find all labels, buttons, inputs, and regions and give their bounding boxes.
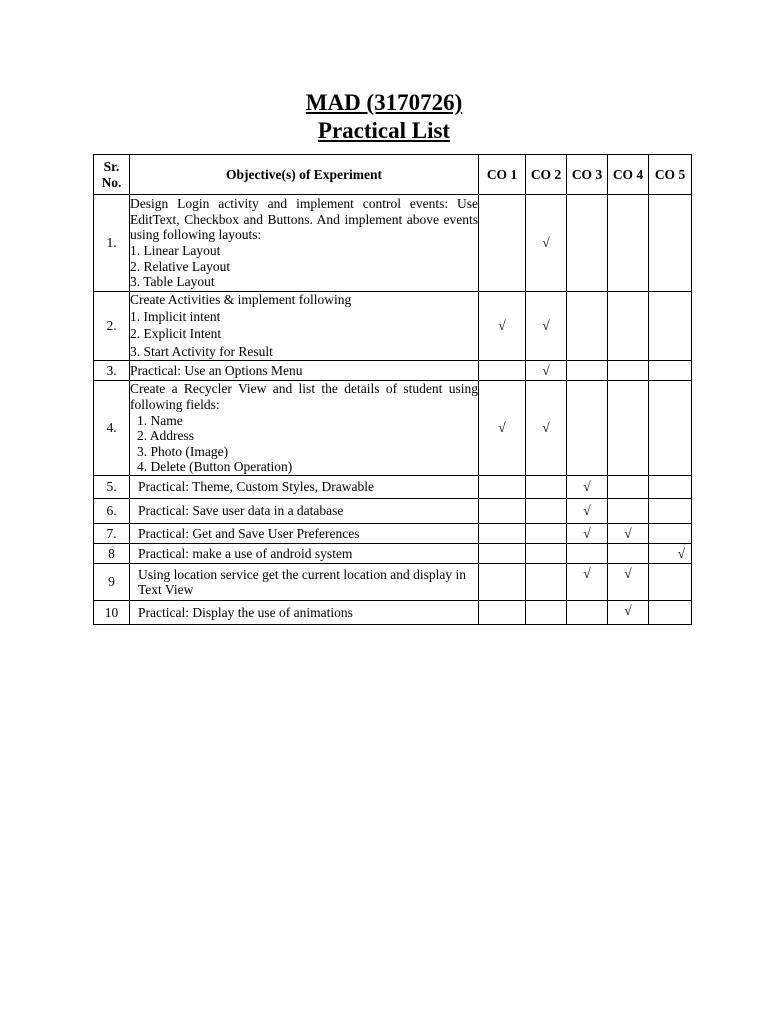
row-sr-no: 2. [94,292,130,361]
co-3-mark [567,292,608,361]
co-4-mark: √ [608,524,649,544]
co-3-mark [567,544,608,564]
table-row [94,361,692,381]
objective-text: Practical: Display the use of animations [138,604,353,620]
header-co-3: CO 3 [567,155,608,195]
objective-item: 1. Linear Layout [130,243,221,258]
co-4-mark [608,499,649,524]
co-3-mark [567,361,608,381]
objective-item: 2. Relative Layout [130,258,231,274]
objective-item: 1. Implicit intent [130,308,221,324]
table-header-row [94,155,692,195]
co-4-mark [608,476,649,499]
header-co-4: CO 4 [608,155,649,195]
co-3-mark: √ [567,524,608,544]
row-sr-no: 3. [94,361,130,381]
co-5-mark: √ [649,544,692,564]
objective-item: 3. Start Activity for Result [130,343,273,359]
co-2-mark: √ [526,361,567,381]
co-4-mark [608,361,649,381]
co-2-mark: √ [526,195,567,292]
co-2-mark [526,564,567,601]
objective-item: 2. Address [137,428,194,444]
table-row [94,499,692,524]
row-objective [130,361,479,381]
co-1-mark: √ [479,292,526,361]
co-5-mark [649,601,692,625]
co-5-mark [649,476,692,499]
row-objective [130,544,479,564]
objective-text: Practical: Get and Save User Preferences [138,525,360,541]
co-2-mark [526,601,567,625]
row-objective [130,564,479,601]
co-2-mark [526,544,567,564]
header-co-2: CO 2 [526,155,567,195]
objective-item: 1. Name [137,412,183,428]
row-sr-no: 1. [94,195,130,292]
co-5-mark [649,564,692,601]
co-1-mark [479,524,526,544]
co-4-mark: √ [608,601,649,625]
co-5-mark [649,524,692,544]
co-4-mark [608,544,649,564]
table-row [94,292,692,361]
co-1-mark [479,476,526,499]
objective-text: Create Activities & implement following [130,292,352,307]
co-2-mark [526,499,567,524]
co-1-mark [479,195,526,292]
row-objective [130,601,479,625]
co-3-mark [567,601,608,625]
table-row [94,195,692,292]
co-2-mark: √ [526,292,567,361]
objective-text: Practical: Theme, Custom Styles, Drawable [138,479,374,495]
objective-text: Design Login activity and implement control events: Use EditText, Checkbox and Buttons. And implement above events using following layouts: [130,196,478,243]
objective-item: 2. Explicit Intent [130,326,222,342]
document-title: MAD (3170726) [305,90,463,115]
row-objective [130,381,479,476]
co-2-mark: √ [526,381,567,476]
co-4-mark [608,195,649,292]
co-4-mark [608,381,649,476]
header-objective: Objective(s) of Experiment [130,155,479,195]
practical-list-table [93,154,692,625]
objective-item: 3. Table Layout [130,274,215,290]
document-subtitle: Practical List [317,118,451,143]
co-5-mark [649,361,692,381]
co-1-mark [479,564,526,601]
row-sr-no: 5. [94,476,130,499]
co-5-mark [649,292,692,361]
table-row [94,381,692,476]
co-1-mark: √ [479,381,526,476]
co-4-mark [608,292,649,361]
co-3-mark: √ [567,499,608,524]
co-5-mark [649,499,692,524]
row-sr-no: 9 [94,564,130,601]
header-co-1: CO 1 [479,155,526,195]
co-4-mark: √ [608,564,649,601]
co-3-mark [567,381,608,476]
co-1-mark [479,544,526,564]
row-sr-no: 10 [94,601,130,625]
objective-item: 3. Photo (Image) [137,443,229,459]
table-row [94,476,692,499]
objective-text: Using location service get the current location and display in Text View [138,566,467,598]
objective-text: Practical: make a use of android system [138,545,353,561]
row-sr-no: 7. [94,524,130,544]
table-row [94,564,692,601]
table-row [94,524,692,544]
row-sr-no: 6. [94,499,130,524]
row-objective [130,292,479,361]
row-objective [130,195,479,292]
co-1-mark [479,499,526,524]
objective-item: 4. Delete (Button Operation) [137,459,293,475]
table-row [94,601,692,625]
co-5-mark [649,381,692,476]
co-3-mark [567,195,608,292]
row-objective [130,476,479,499]
co-1-mark [479,601,526,625]
co-5-mark [649,195,692,292]
co-3-mark: √ [567,564,608,601]
co-1-mark [479,361,526,381]
co-3-mark: √ [567,476,608,499]
header-sr-no: Sr. No. [94,155,130,195]
table-row [94,544,692,564]
objective-text: Create a Recycler View and list the details of student using following fields: [130,381,478,412]
co-2-mark [526,524,567,544]
co-2-mark [526,476,567,499]
row-sr-no: 8 [94,544,130,564]
row-objective [130,499,479,524]
objective-text: Practical: Use an Options Menu [130,362,303,378]
header-co-5: CO 5 [649,155,692,195]
objective-text: Practical: Save user data in a database [138,503,344,519]
row-objective [130,524,479,544]
row-sr-no: 4. [94,381,130,476]
